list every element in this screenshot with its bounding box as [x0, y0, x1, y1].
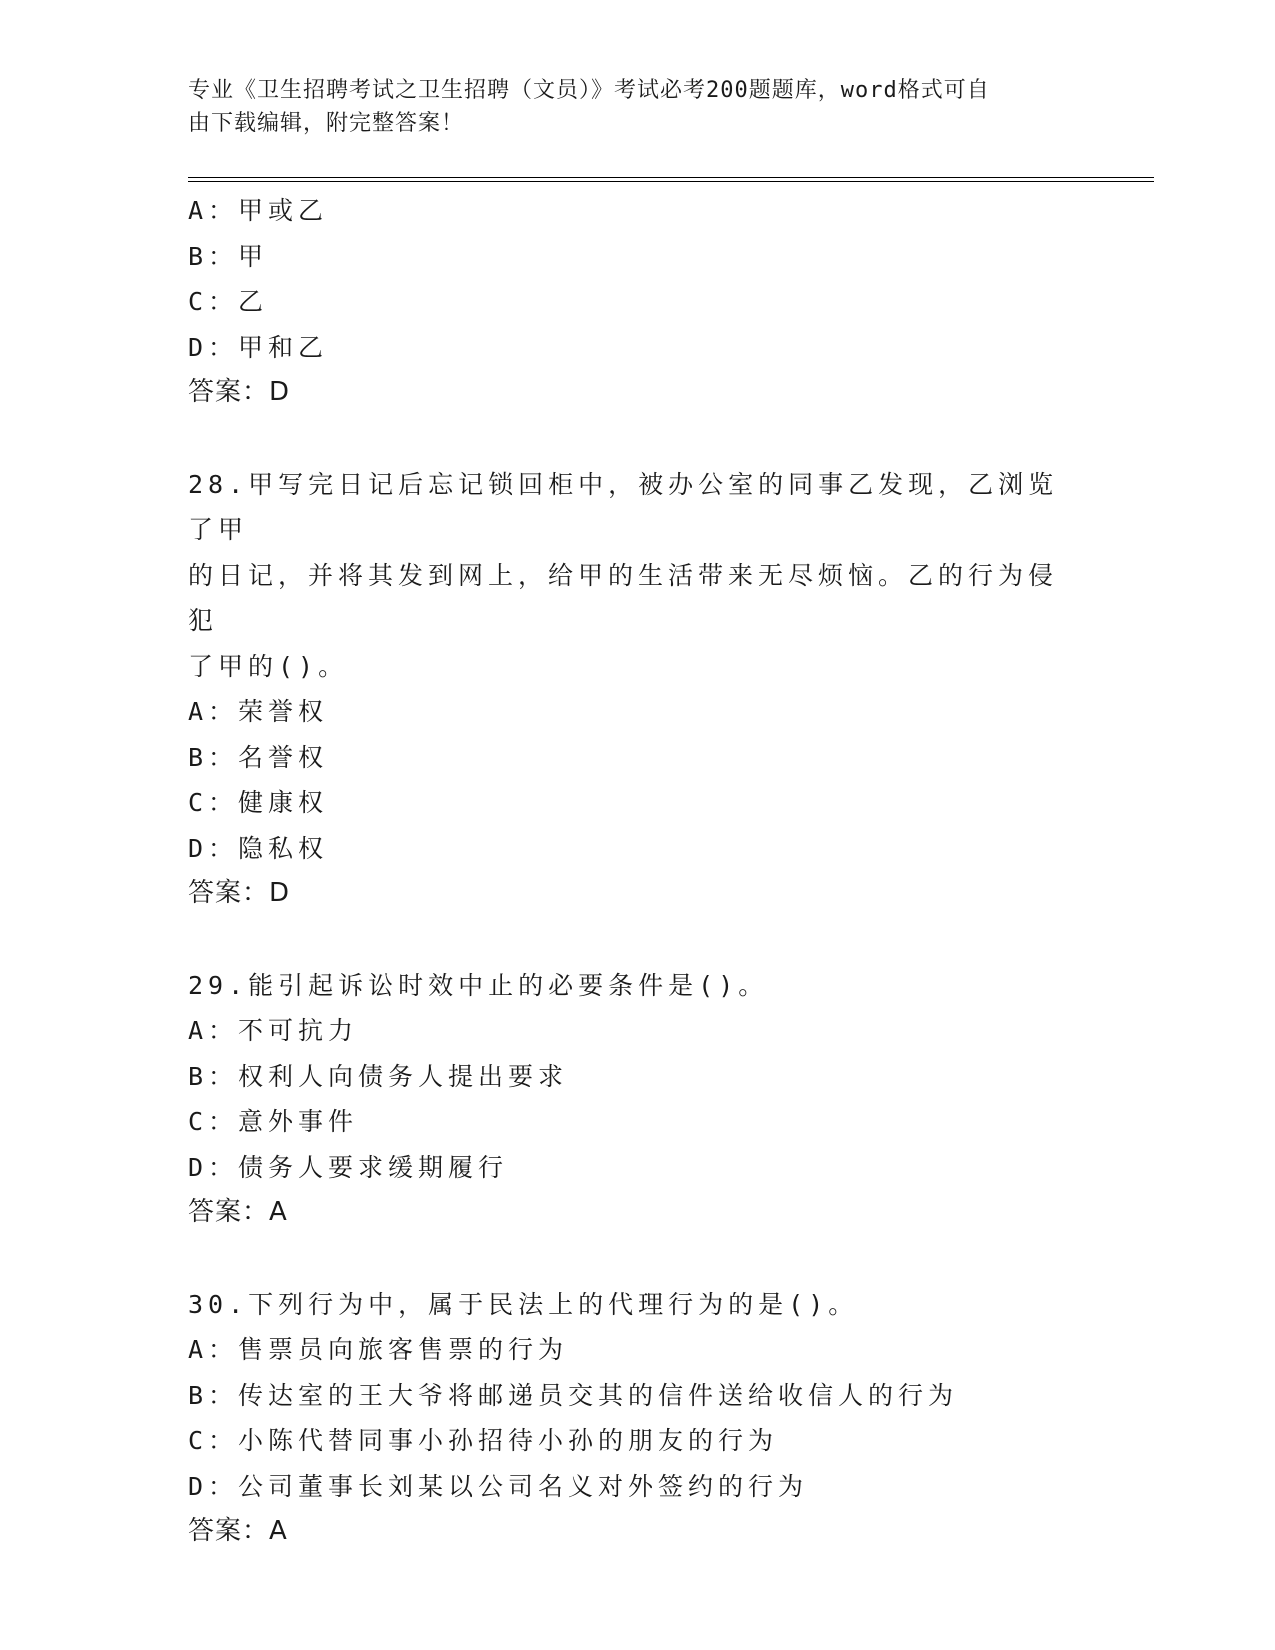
option-b: B：权利人向债务人提出要求: [188, 1061, 569, 1091]
option-b: B：甲: [188, 241, 269, 271]
header-divider: [188, 177, 1154, 182]
option-d: D：公司董事长刘某以公司名义对外签约的行为: [188, 1471, 809, 1501]
question-30: [188, 1282, 1088, 1555]
question-28: [188, 462, 1088, 917]
answer: 答案：A: [188, 1516, 288, 1546]
document-header: [188, 74, 1068, 140]
answer: 答案：A: [188, 1197, 288, 1227]
question-text-line: 29.能引起诉讼时效中止的必要条件是()。: [188, 970, 769, 1000]
option-c: C：小陈代替同事小孙招待小孙的朋友的行为: [188, 1426, 779, 1455]
answer: 答案：D: [188, 878, 291, 908]
option-d: D：债务人要求缓期履行: [188, 1152, 509, 1182]
option-d: D：甲和乙: [188, 332, 329, 362]
option-c: C：健康权: [188, 788, 329, 817]
question-text-line: 30.下列行为中，属于民法上的代理行为的是()。: [188, 1289, 859, 1319]
option-c: C：乙: [188, 287, 269, 316]
option-b: B：传达室的王大爷将邮递员交其的信件送给收信人的行为: [188, 1380, 959, 1410]
option-a: A：售票员向旅客售票的行为: [188, 1335, 569, 1364]
option-b: B：名誉权: [188, 742, 329, 772]
question-list: [188, 188, 1088, 1555]
question-text-line: 了甲的()。: [188, 651, 349, 681]
option-d: D：隐私权: [188, 833, 329, 863]
question-29: [188, 963, 1088, 1236]
option-a: A：甲或乙: [188, 196, 329, 225]
header-line-2: 由下载编辑，附完整答案！: [188, 111, 465, 136]
question-text-line: 28.甲写完日记后忘记锁回柜中，被办公室的同事乙发现，乙浏览了甲: [188, 469, 1059, 544]
option-a: A：不可抗力: [188, 1016, 359, 1045]
option-c: C：意外事件: [188, 1107, 359, 1136]
answer: 答案：D: [188, 377, 291, 407]
question-text-line: 的日记，并将其发到网上，给甲的生活带来无尽烦恼。乙的行为侵犯: [188, 560, 1059, 635]
option-a: A：荣誉权: [188, 697, 329, 726]
question-27: [188, 188, 1088, 416]
header-line-1: 专业《卫生招聘考试之卫生招聘（文员）》考试必考200题题库，word格式可自: [188, 78, 990, 103]
